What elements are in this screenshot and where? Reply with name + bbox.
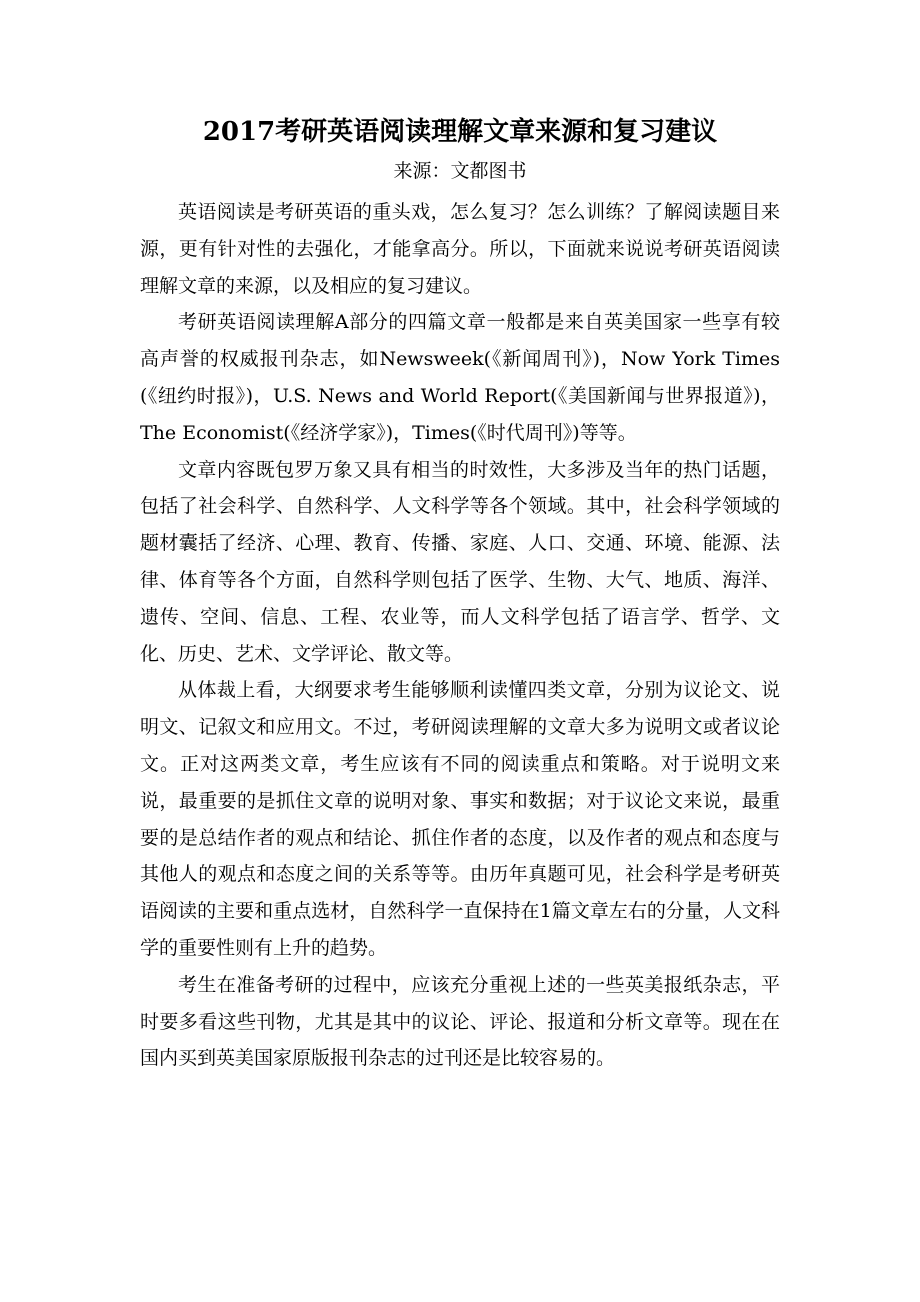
document-body — [140, 194, 780, 1077]
paragraph-intro: 英语阅读是考研英语的重头戏，怎么复习？怎么训练？了解阅读题目来源，更有针对性的去强化，才能拿高分。所以，下面就来说说考研英语阅读理解文章的来源，以及相应的复习建议。 — [140, 201, 780, 297]
paragraph-sources: 考研英语阅读理解A部分的四篇文章一般都是来自英美国家一些享有较高声誉的权威报刊杂志，如Newsweek(《新闻周刊》)，Now York Times(《纽约时报》)，U.S. News and World Report(《美国新闻与世界报道》)，The Economist(《经济学家》)，Times(《时代周刊》)等等。 — [140, 311, 780, 444]
paragraph-topics: 文章内容既包罗万象又具有相当的时效性，大多涉及当年的热门话题，包括了社会科学、自然科学、人文科学等各个领域。其中，社会科学领域的题材囊括了经济、心理、教育、传播、家庭、人口、交通、环境、能源、法律、体育等各个方面，自然科学则包括了医学、生物、大气、地质、海洋、遗传、空间、信息、工程、农业等，而人文科学包括了语言学、哲学、文化、历史、艺术、文学评论、散文等。 — [140, 458, 780, 665]
paragraph-genres: 从体裁上看，大纲要求考生能够顺利读懂四类文章，分别为议论文、说明文、记叙文和应用文。不过，考研阅读理解的文章大多为说明文或者议论文。正对这两类文章，考生应该有不同的阅读重点和策略。对于说明文来说，最重要的是抓住文章的说明对象、事实和数据；对于议论文来说，最重要的是总结作者的观点和结论、抓住作者的态度，以及作者的观点和态度与其他人的观点和态度之间的关系等等。由历年真题可见，社会科学是考研英语阅读的主要和重点选材，自然科学一直保持在1篇文章左右的分量，人文科学的重要性则有上升的趋势。 — [140, 679, 780, 959]
document-title: 2017考研英语阅读理解文章来源和复习建议 — [202, 117, 718, 147]
document-source: 来源：文都图书 — [393, 160, 527, 182]
paragraph-advice: 考生在准备考研的过程中，应该充分重视上述的一些英美报纸杂志，平时要多看这些刊物，尤其是其中的议论、评论、报道和分析文章等。现在在国内买到英美国家原版报刊杂志的过刊还是比较容易的。 — [140, 973, 780, 1070]
